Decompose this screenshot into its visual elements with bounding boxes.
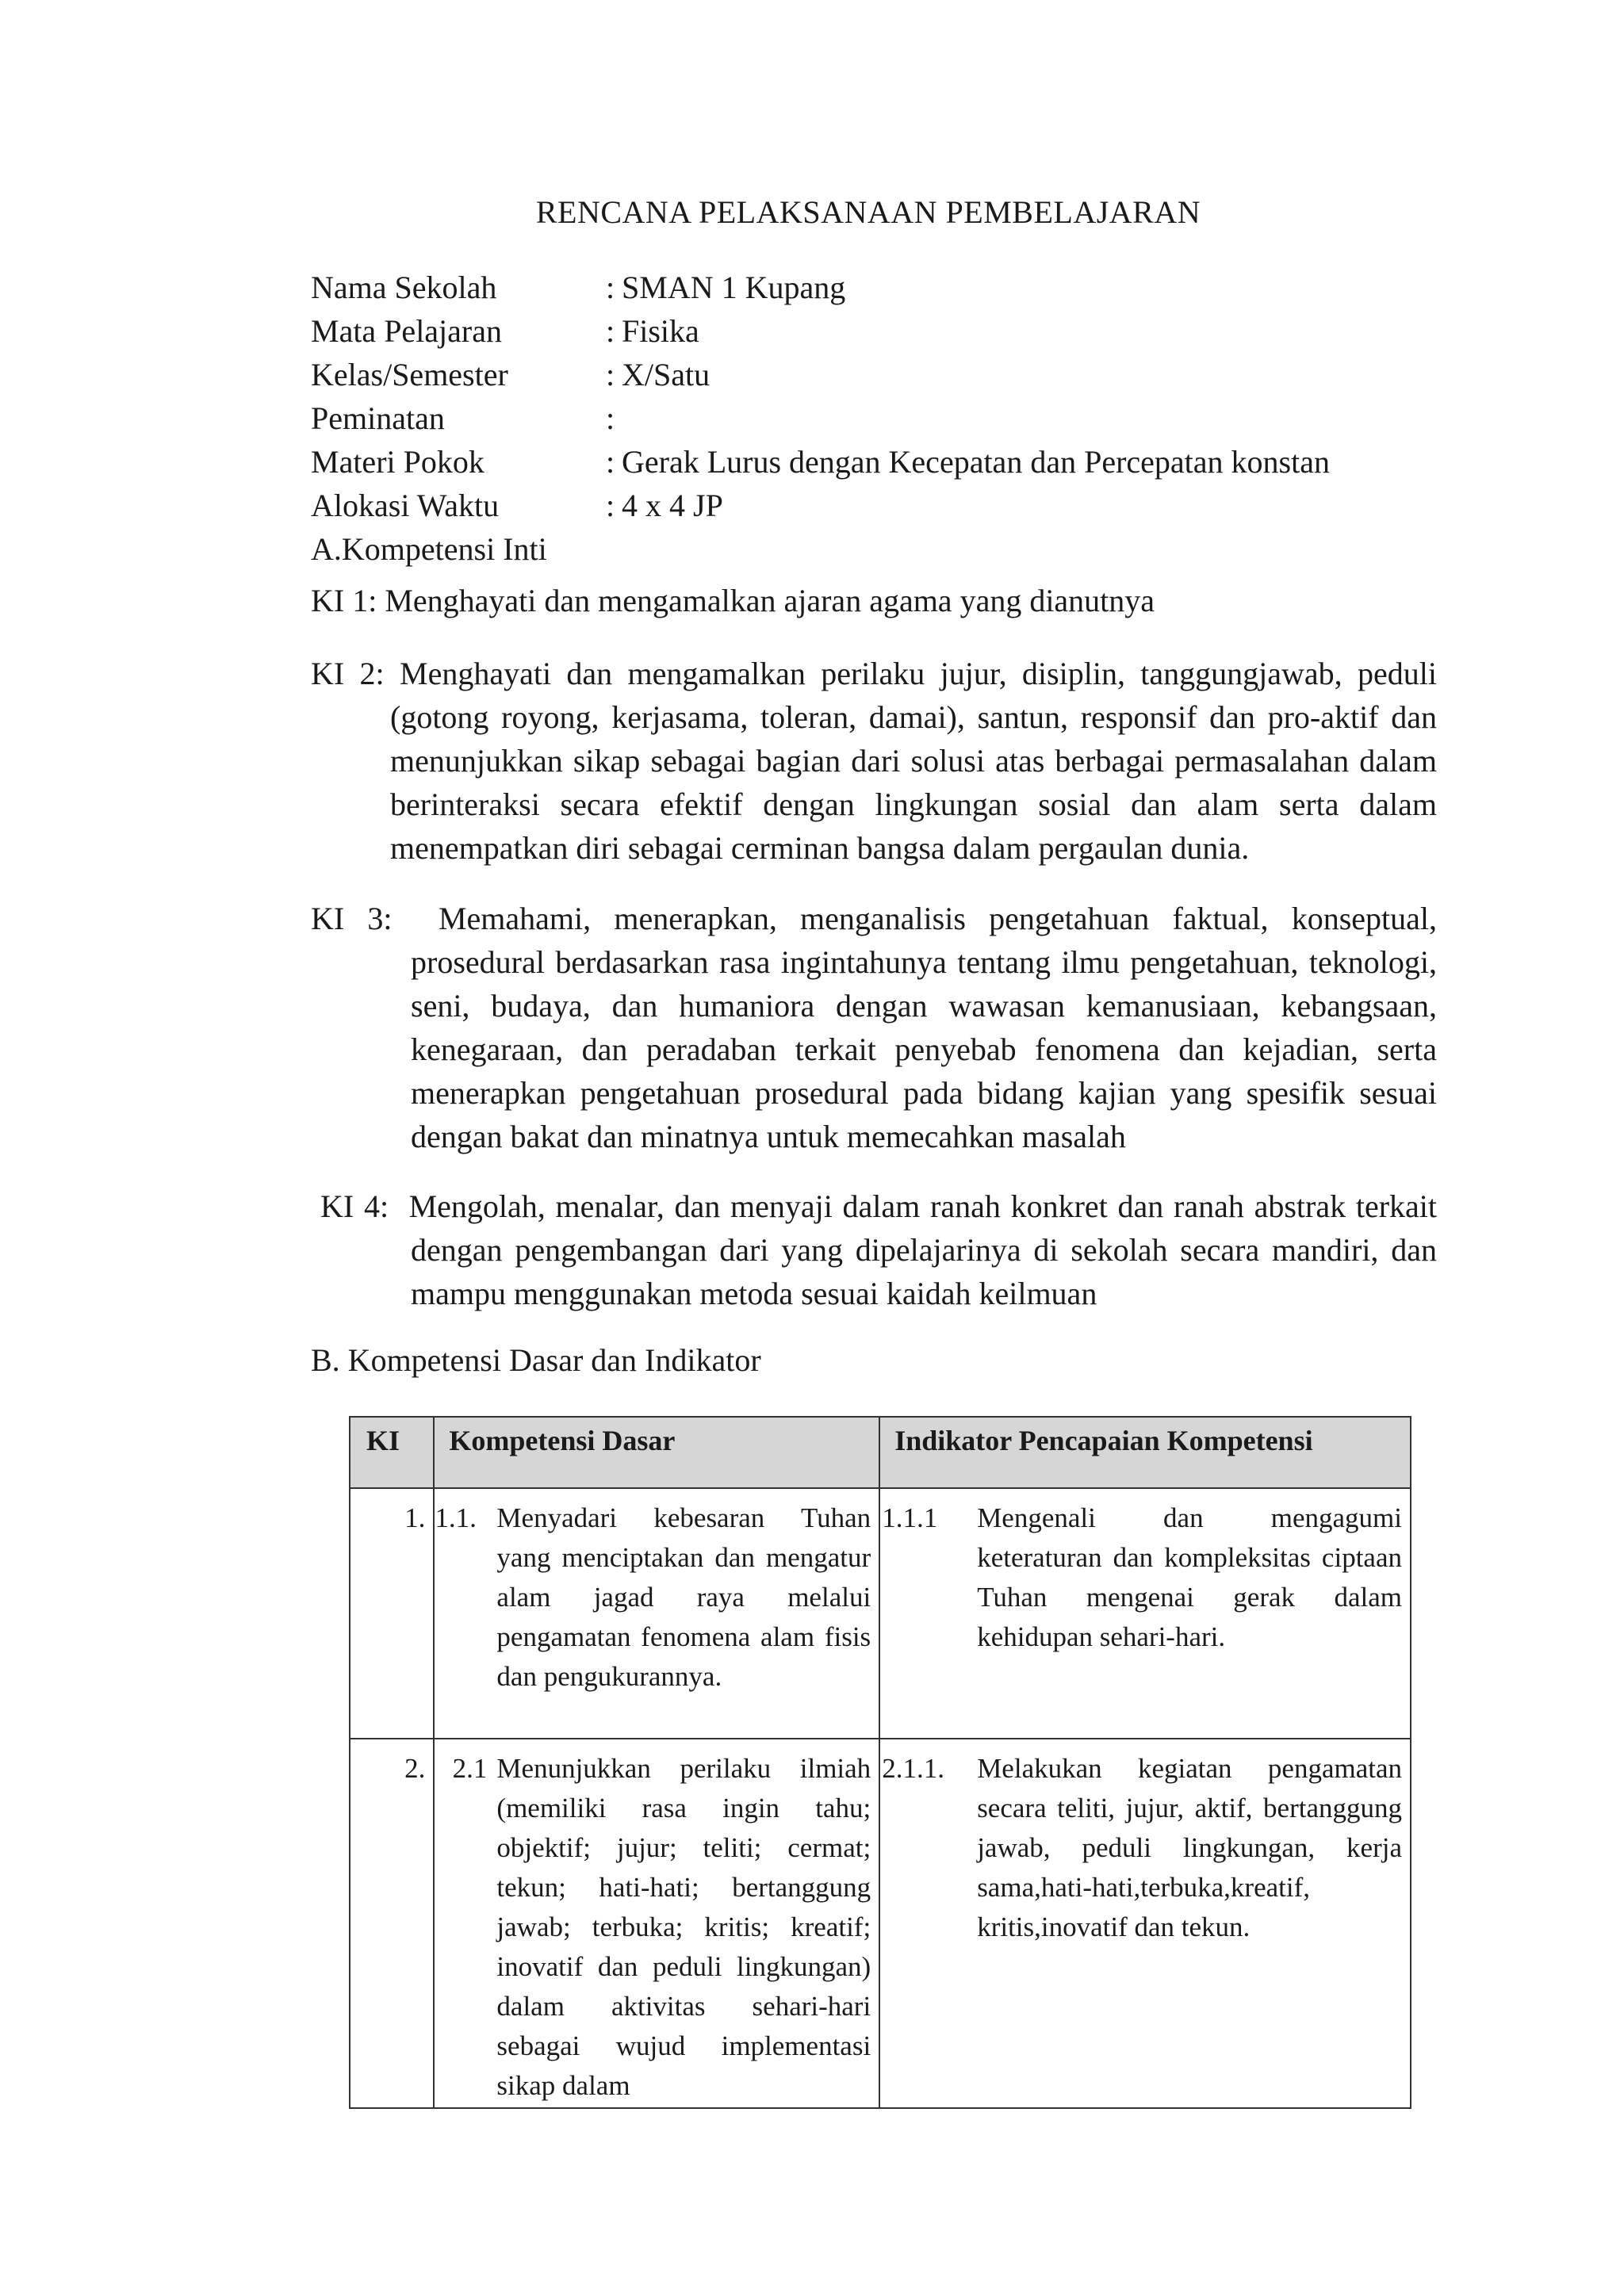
- kd-number: 2.1: [452, 1753, 488, 1784]
- table-row: [350, 1488, 1411, 1739]
- kd-number: 1.1.: [435, 1502, 477, 1533]
- info-separator: :: [606, 488, 615, 523]
- cell-kompetensi-dasar: [434, 1739, 879, 2108]
- kd-text: Menunjukkan perilaku ilmiah (memiliki rasa ingin tahu; objektif; jujur; teliti; cermat; tekun; hati-hati; bertanggung jawab; terbuka; kritis; kreatif; inovatif dan peduli lingkungan) dalam aktivitas sehari-hari sebagai wujud implementasi sikap dalam: [496, 1753, 871, 2101]
- info-separator: :: [606, 444, 615, 480]
- section-a-heading: [311, 527, 1330, 571]
- ki-2: [311, 652, 1437, 870]
- ki-3: [311, 897, 1437, 1158]
- table-row: [350, 1739, 1411, 2108]
- ki-text: Menghayati dan mengamalkan ajaran agama yang dianutnya: [385, 583, 1155, 618]
- indikator-text: Mengenali dan mengagumi keteraturan dan kompleksitas ciptaan Tuhan mengenai gerak dalam kehidupan sehari-hari.: [977, 1502, 1402, 1652]
- indikator-number: 1.1.1: [882, 1502, 938, 1533]
- info-label: Nama Sekolah: [311, 270, 497, 305]
- ki-label: KI 1:: [311, 583, 377, 618]
- section-a-label: A.Kompetensi Inti: [311, 531, 547, 567]
- info-value: Gerak Lurus dengan Kecepatan dan Percepatan konstan: [622, 444, 1330, 480]
- page-title: RENCANA PELAKSANAAN PEMBELAJARAN: [535, 194, 1201, 230]
- info-row-material: [311, 440, 1330, 484]
- ki-text: Mengolah, menalar, dan menyaji dalam ranah konkret dan ranah abstrak terkait dengan pengembangan dari yang dipelajarinya di sekolah secara mandiri, dan mampu menggunakan metoda sesuai kaidah keilmuan: [408, 1188, 1438, 1311]
- info-separator: :: [606, 357, 615, 392]
- info-separator: :: [606, 400, 615, 436]
- cell-kompetensi-dasar: [434, 1488, 879, 1739]
- competency-table: [349, 1416, 1411, 2109]
- ki-label: KI 4:: [320, 1188, 389, 1224]
- info-value: X/Satu: [622, 357, 710, 392]
- kd-text: Menyadari kebesaran Tuhan yang menciptakan dan mengatur alam jagad raya melalui pengamatan fenomena alam fisis dan pengukurannya.: [496, 1502, 871, 1692]
- section-b-heading: B. Kompetensi Dasar dan Indikator: [311, 1342, 761, 1378]
- info-row-subject: [311, 309, 1330, 353]
- info-label: Alokasi Waktu: [311, 488, 500, 523]
- header-indikator: Indikator Pencapaian Kompetensi: [879, 1417, 1411, 1488]
- info-value: 4 x 4 JP: [622, 488, 723, 523]
- ki-label: KI 3:: [311, 901, 393, 936]
- info-separator: :: [606, 313, 615, 349]
- info-row-specialization: [311, 396, 1330, 440]
- indikator-text: Melakukan kegiatan pengamatan secara teliti, jujur, aktif, bertanggung jawab, peduli lingkungan, kerja sama,hati-hati,terbuka,kreatif, kritis,inovatif dan tekun.: [977, 1753, 1402, 1942]
- cell-ki: 1.: [350, 1488, 434, 1739]
- cell-indikator: [879, 1488, 1411, 1739]
- info-row-school: [311, 266, 1330, 309]
- ki-4: [320, 1184, 1437, 1315]
- cell-ki: 2.: [350, 1739, 434, 2108]
- indikator-number: 2.1.1.: [882, 1753, 944, 1784]
- ki-text: Menghayati dan mengamalkan perilaku jujur, disiplin, tanggungjawab, peduli (gotong royong, kerjasama, toleran, damai), santun, responsif dan pro-aktif dan menunjukkan sikap sebagai bagian dari solusi atas berbagai permasalahan dalam berinteraksi secara efektif dengan lingkungan sosial dan alam serta dalam menempatkan diri sebagai cerminan bangsa dalam pergaulan dunia.: [390, 656, 1438, 866]
- info-label: Peminatan: [311, 400, 445, 436]
- identity-block: [311, 266, 1330, 571]
- table-header-row: [350, 1417, 1411, 1488]
- cell-indikator: [879, 1739, 1411, 2108]
- ki-text: Memahami, menerapkan, menganalisis pengetahuan faktual, konseptual, prosedural berdasarkan rasa ingintahunya tentang ilmu pengetahuan, teknologi, seni, budaya, dan humaniora dengan wawasan kemanusiaan, kebangsaan, kenegaraan, dan peradaban terkait penyebab fenomena dan kejadian, serta menerapkan pengetahuan prosedural pada bidang kajian yang spesifik sesuai dengan bakat dan minatnya untuk memecahkan masalah: [411, 901, 1438, 1154]
- ki-label: KI 2:: [311, 656, 385, 691]
- info-separator: :: [606, 270, 615, 305]
- ki-1: [311, 579, 1437, 622]
- info-row-time: [311, 484, 1330, 527]
- header-kompetensi-dasar: Kompetensi Dasar: [434, 1417, 879, 1488]
- info-label: Kelas/Semester: [311, 357, 508, 392]
- info-value: Fisika: [622, 313, 699, 349]
- header-ki: KI: [350, 1417, 434, 1488]
- info-row-class: [311, 353, 1330, 396]
- info-value: SMAN 1 Kupang: [622, 270, 846, 305]
- info-label: Mata Pelajaran: [311, 313, 502, 349]
- info-label: Materi Pokok: [311, 444, 485, 480]
